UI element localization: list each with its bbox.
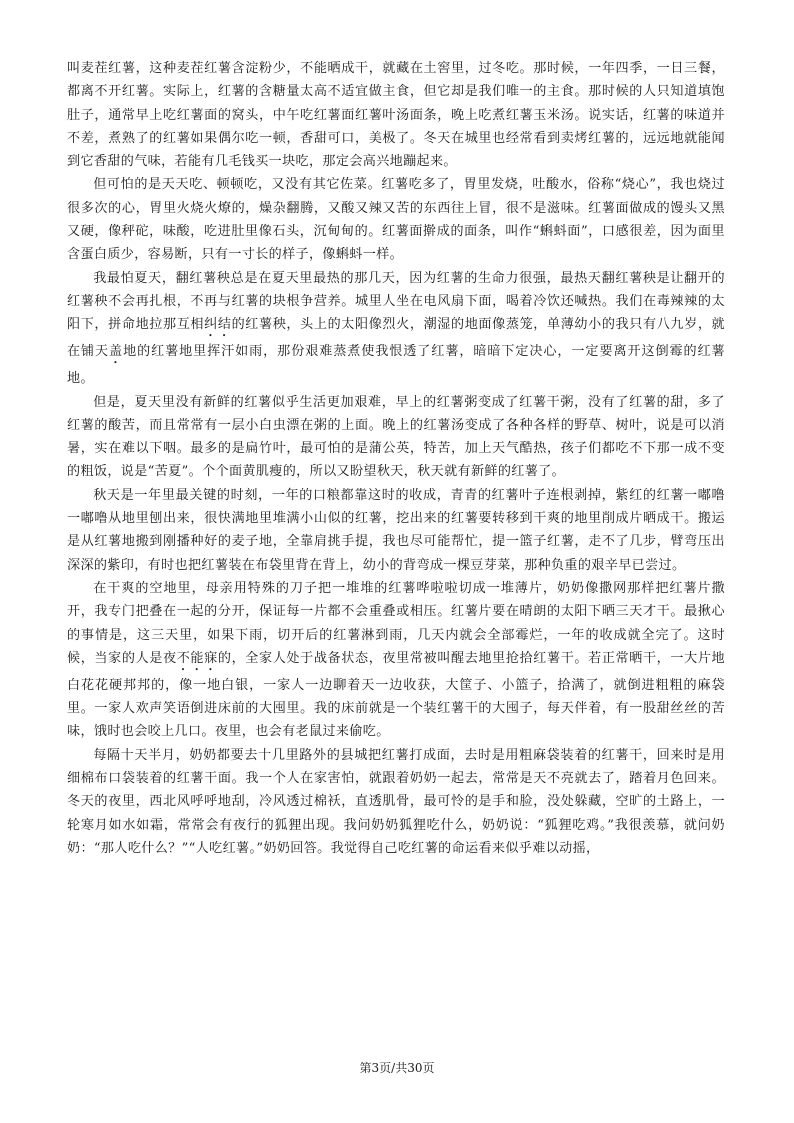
page-number: 第3页/共30页 bbox=[359, 1061, 435, 1075]
paragraph-6-text-b: 的，全家人处于战备状态，夜里常被叫醒去地里抢拾红薯干。若正常晒干，一大片地白花花硬邦邦的，像一地白银，一家人一边聊着天一边收获，大筐子、小篮子，拾满了，就倒进粗粗的麻袋里。一家人欢声笑语倒进床前的大囤里。我的床前就是一个装红薯干的大囤子，每天伴着，有一股甜丝丝的苦味，饿时也会咬上几口。夜里，也会有老鼠过来偷吃。 bbox=[67, 650, 725, 740]
paragraph-3 bbox=[67, 267, 725, 391]
paragraph-6-emphasis-a: 不能寐 bbox=[176, 650, 218, 666]
paragraph-7: 每隔十天半月，奶奶都要去十几里路外的县城把红薯打成面，去时是用粗麻袋装着的红薯干，回来时是用细棉布口袋装着的红薯干面。我一个人在家害怕，就跟着奶奶一起去，常常是天不亮就去了，踏着月色回来。冬天的夜里，西北风呼呼地刮，冷风透过棉袄，直透肌骨，最可怜的是手和脸，没处躲藏，空旷的土路上，一轮寒月如水如霜，常常会有夜行的狐狸出现。我问奶奶狐狸吃什么，奶奶说：“狐狸吃鸡。”我很羡慕，就问奶奶：“那人吃什么？”“人吃红薯。”奶奶回答。我觉得自己吃红薯的命运看来似乎难以动摇， bbox=[67, 747, 725, 856]
paragraph-3-emphasis-a: 纠结 bbox=[204, 317, 232, 333]
document-body bbox=[67, 57, 725, 1057]
paragraph-3-emphasis-b: 盖 bbox=[109, 344, 124, 360]
paragraph-3-text-c: 地的红薯地里挥汗如雨，那份艰难蒸煮使我恨透了红薯，暗暗下定决心，一定要离开这倒霉的红薯地。 bbox=[67, 344, 725, 387]
paragraph-4: 但是，夏天里没有新鲜的红薯似乎生活更加艰难，早上的红薯粥变成了红薯干粥，没有了红薯的甜，多了红薯的酸苦，而且常常有一层小白虫漂在粥的上面。晚上的红薯汤变成了各种各样的野草、树叶，说是可以消暑，实在难以下咽。最多的是扁竹叶，最可怕的是蒲公英，特苦，加上天气酷热，孩子们都吃不下那一成不变的粗饭，说是“苦夏”。个个面黄肌瘦的，所以又盼望秋天，秋天就有新鲜的红薯了。 bbox=[67, 394, 725, 480]
paragraph-6 bbox=[67, 577, 725, 744]
paragraph-6-text-a: 在干爽的空地里，母亲用特殊的刀子把一堆堆的红薯哗啦啦切成一堆薄片，奶奶像撒网那样把红薯片撒开，我专门把叠在一起的分开，保证每一片都不会重叠或相压。红薯片要在晴朗的太阳下晒三天才干。最揪心的事情是，这三天里，如果下雨，切开后的红薯淋到雨，几天内就会全部霉烂，一年的收成就全完了。这时候，当家的人是夜 bbox=[67, 580, 725, 666]
paragraph-3-text-b: 的红薯秧，头上的太阳像烈火，潮湿的地面像蒸笼，单薄幼小的我只有八九岁，就在铺天 bbox=[67, 317, 725, 360]
paragraph-3-text-a: 我最怕夏天，翻红薯秧总是在夏天里最热的那几天，因为红薯的生命力很强，最热天翻红薯秧是让翻开的红薯秧不会再扎根，不再与红薯的块根争营养。城里人坐在电风扇下面，喝着冷饮还喊热。我们在毒辣辣的太阳下，拼命地拉那互相 bbox=[67, 270, 725, 333]
paragraph-1: 叫麦茬红薯，这种麦茬红薯含淀粉少，不能晒成干，就藏在土窖里，过冬吃。那时候，一年四季，一日三餐，都离不开红薯。实际上，红薯的含糖量太高不适宜做主食，但它却是我们唯一的主食。那时候的人只知道填饱肚子，通常早上吃红薯面的窝头，中午吃红薯面红薯叶汤面条，晚上吃煮红薯玉米汤。说实话，红薯的味道并不差，煮熟了的红薯如果偶尔吃一顿，香甜可口，美极了。冬天在城里也经常看到卖烤红薯的，远远地就能闻到它香甜的气味，若能有几毛钱买一块吃，那定会高兴地蹦起来。 bbox=[67, 61, 725, 170]
paragraph-5: 秋天是一年里最关键的时刻，一年的口粮都靠这时的收成，青青的红薯叶子连根剥掉，紫红的红薯一嘟噜一嘟噜从地里刨出来，很快满地里堆满小山似的红薯，挖出来的红薯要转移到干爽的地里削成片晒成干。搬运是从红薯地搬到刚播种好的麦子地，全靠肩挑手提，我也尽可能帮忙，提一篮子红薯，走不了几步，臂弯压出深深的紫印，有时也把红薯装在布袋里背在背上，幼小的背弯成一棵豆芽菜，那种负重的艰辛早已尝过。 bbox=[67, 487, 725, 573]
paragraph-2: 但可怕的是天天吃、顿顿吃，又没有其它佐菜。红薯吃多了，胃里发烧，吐酸水，俗称“烧心”，我也烧过很多次的心，胃里火烧火燎的，燥杂翻腾，又酸又辣又苦的东西往上冒，很不是滋味。红薯面做成的馒头又黑又硬，像秤砣，味酸，吃进肚里像石头，沉甸甸的。红薯面擀成的面条，叫作“蝌蚪面”，口感很差，因为面里含蛋白质少，容易断，只有一寸长的样子，像蝌蚪一样。 bbox=[67, 177, 725, 263]
